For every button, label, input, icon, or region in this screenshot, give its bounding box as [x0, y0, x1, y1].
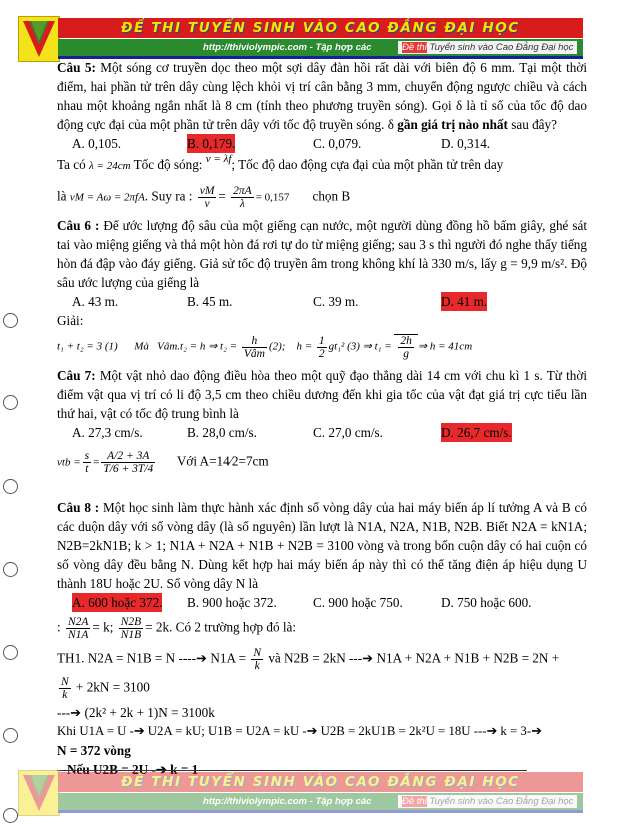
solution-line: t₁ + t₂ = 3 (1) Mà Vâm.t₂ = h ⇒ t₂ = $\frac{h}{\text{Vâm}}$ (2); h = $\frac{1}{2}$ gt₁² (3) ⇒ t₁ = $\frac{2h}{g}$ ⇒ h = 41cm [57, 334, 473, 360]
option-b-correct: B. 0,179. [187, 136, 236, 151]
punch-hole-icon [3, 479, 18, 494]
option-b: B. 900 hoặc 372. [187, 595, 277, 610]
answer-options [72, 423, 587, 442]
header-subtitle [58, 39, 583, 59]
solution-line: Khi U1A = U -➔ U2A = kU; U1B = U2A = kU -➔ U2B = 2kU1B = 2k²U = 18U ---➔ k = 3-➔ [57, 724, 542, 738]
answer-options [72, 134, 587, 153]
header-tail-highlight: Đề thi [402, 42, 427, 53]
answer-options [72, 593, 587, 612]
footer-tail [398, 795, 577, 808]
formula: λ = 24cm [89, 160, 131, 172]
solution-line: là vM = Aω = 2πfA. Suy ra : $\frac{vM}{v}$ = $\frac{2\pi A}{\lambda}$ = 0,157 chọn B [57, 185, 351, 210]
formula: v = λf [205, 153, 232, 165]
question-text: Một vật nhỏ dao động điều hòa theo một quỹ đạo thẳng dài 14 cm với chu kì 1 s. Từ thời điểm vật qua vị trí có li độ 3,5 cm theo chiều dương đến khi gia tốc của vật đạt giá trị cực tiểu lần thứ hai, vật có tốc độ trung bình là [57, 368, 588, 421]
punch-hole-icon [3, 313, 18, 328]
divider [57, 770, 527, 771]
question-5 [57, 58, 587, 134]
solution-line: : $\frac{N2A}{N1A}$ = k; $\frac{N2B}{N1B}$ = 2k. Có 2 trường hợp đó là: [57, 616, 297, 641]
question-text: Để ước lượng độ sâu của một giếng cạn nước, một người dùng đồng hồ bấm giây, ghé sát tai vào miệng giếng và thả một hòn đá rơi tự do từ miệng giếng; sau 3 s thì người đó nghe thấy tiếng hòn đá đập vào đáy giếng. Giả sử tốc độ truyền âm trong không khí là 330 m/s, lấy g = 9,9 m/s². Độ sâu ước lượng của giếng là [57, 218, 588, 290]
solution-text: chọn B [312, 188, 351, 204]
question-tail: sau đây? [507, 117, 557, 132]
question-6 [57, 216, 587, 292]
footer-title: ĐỀ THI TUYỂN SINH VÀO CAO ĐẲNG ĐẠI HỌC [58, 772, 583, 792]
option-b: B. 28,0 cm/s. [187, 425, 257, 440]
option-c: C. 39 m. [313, 294, 359, 309]
option-c: C. 900 hoặc 750. [313, 595, 403, 610]
solution-line: TH1. N2A = N1B = N ----➔ N1A = $\frac{N}{k}$ và N2B = 2kN ---➔ N1A + N2A + N1B + N2B = 2N + [57, 647, 560, 672]
option-a: A. 0,105. [72, 136, 122, 151]
question-text: Một sóng cơ truyền dọc theo một sợi dây đàn hồi rất dài với biên độ 6 mm. Tại một thời điểm, hai phần tử trên dây cùng lệch khỏi vị trí cân bằng 3 mm, chuyển động ngược chiều và cách nhau một khoảng ngắn nhất là 8 cm (tính theo phương truyền sóng). Gọi δ là tỉ số của tốc độ dao động cực đại của một phần tử trên dây với tốc độ truyền sóng. δ [57, 60, 588, 132]
solution-text: Ta có [57, 157, 86, 172]
header-title: ĐỀ THI TUYỂN SINH VÀO CAO ĐẲNG ĐẠI HỌC [58, 18, 583, 38]
question-label: Câu 7: [57, 368, 96, 383]
formula: = 0,157 [255, 191, 290, 204]
header-tail [398, 41, 577, 54]
punch-hole-icon [3, 808, 18, 823]
solution-text: ; Tốc độ dao động cựa đại của một phần tử trên day [231, 157, 504, 172]
question-label: Câu 6 : [57, 218, 100, 233]
fraction: $\frac{vM}{v}$ [199, 185, 215, 210]
solution-line: $\frac{N}{k}$ + 2kN = 3100 [61, 676, 150, 701]
question-label: Câu 5: [57, 60, 96, 75]
option-a: A. 27,3 cm/s. [72, 425, 143, 440]
formula: vM = Aω = 2πfA [69, 191, 145, 204]
answer-options [72, 292, 587, 311]
punch-hole-icon [3, 395, 18, 410]
footer-collection: Tập hợp các [315, 796, 372, 807]
punch-hole-icon [3, 562, 18, 577]
solution-line: vtb = $\frac{s}{t}$ = $\frac{A/2 + 3A}{T/6 + 3T/4}$ Với A=14⁄2=7cm [57, 450, 269, 475]
option-c: C. 0,079. [313, 136, 362, 151]
solution-text: Với A= [176, 453, 217, 469]
option-d: D. 750 hoặc 600. [441, 595, 532, 610]
header-collection: Tập hợp các [315, 42, 372, 53]
option-d: D. 0,314. [441, 136, 491, 151]
question-8 [57, 498, 587, 593]
option-d-correct: D. 26,7 cm/s. [441, 425, 512, 440]
document-body [57, 58, 587, 779]
footer-subtitle [58, 793, 583, 813]
header-banner [58, 18, 583, 58]
option-a-correct: A. 600 hoặc 372. [72, 595, 163, 610]
question-emphasis: gần giá trị nào nhất [397, 117, 508, 132]
logo-icon [18, 770, 60, 816]
footer-tail-rest: Tuyển sinh vào Cao Đẳng Đại học [426, 796, 574, 807]
question-7 [57, 366, 587, 423]
option-a: A. 43 m. [72, 294, 119, 309]
punch-hole-icon [3, 645, 18, 660]
option-d-correct: D. 41 m. [441, 294, 488, 309]
solution-text: là [57, 188, 67, 204]
footer-banner [58, 772, 583, 816]
footer-tail-highlight: Đề thi [402, 796, 427, 807]
option-b: B. 45 m. [187, 294, 233, 309]
logo-icon [18, 16, 60, 62]
solution-text: . Suy ra : [144, 188, 193, 204]
punch-hole-icon [3, 728, 18, 743]
fraction: $\frac{2\pi A}{\lambda}$ [233, 185, 252, 210]
footer-sep: - [306, 796, 316, 807]
solution-line [57, 155, 587, 176]
question-text: Một học sinh làm thực hành xác định số vòng dây của hai máy biến áp lí tưởng A và B có các duộn dây với số vòng dây (là số nguyên) lần lượt là N1A, N2A, N1B, N2B. Biết N2A = kN1A; N2B=2kN1B; k > 1; N1A + N2A + N1B + N2B = 3100 vòng và trong bốn cuộn dây có hai cuộn có số vòng dây đều bằng N. Dùng kết hợp hai máy biến áp này thì có thể tăng điện áp hiệu dụng U thành 18U hoặc 2U. Số vòng dây N là [57, 500, 588, 591]
footer-url[interactable]: http://thiviolympic.com [203, 796, 307, 807]
question-label: Câu 8 : [57, 500, 100, 515]
header-tail-rest: Tuyển sinh vào Cao Đẳng Đại học [426, 42, 574, 53]
solution-label: Giải: [57, 313, 84, 328]
solution-line: N = 372 vòng [57, 743, 131, 758]
header-url[interactable]: http://thiviolympic.com [203, 42, 307, 53]
solution-text: Tốc độ sóng: [130, 157, 203, 172]
solution-line: ---➔ (2k² + 2k + 1)N = 3100k [57, 705, 215, 720]
option-c: C. 27,0 cm/s. [313, 425, 383, 440]
header-sep: - [306, 42, 316, 53]
